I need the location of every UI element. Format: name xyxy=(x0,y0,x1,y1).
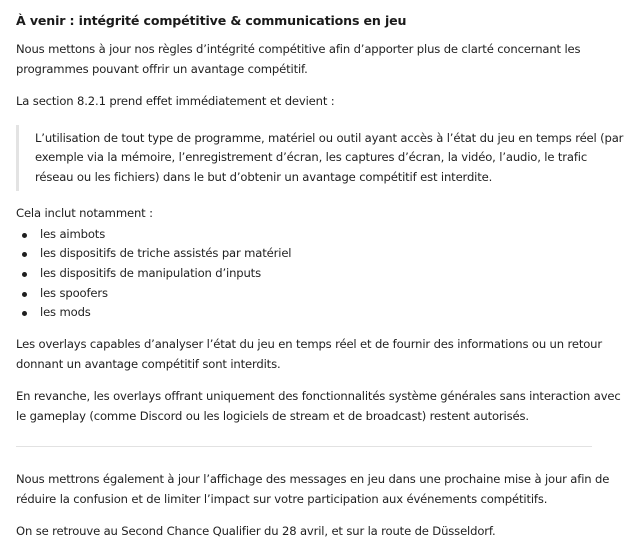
bullet-icon xyxy=(22,272,27,277)
list-item xyxy=(16,264,626,284)
section-divider xyxy=(16,446,592,447)
list-item xyxy=(16,303,626,323)
list-item xyxy=(16,244,626,264)
bullet-icon xyxy=(22,311,27,316)
section-paragraph: La section 8.2.1 prend effet immédiatement et devient : xyxy=(16,94,335,108)
list-item-label: les mods xyxy=(40,305,91,320)
list-item-label: les dispositifs de manipulation d’inputs xyxy=(40,265,261,280)
bullet-icon xyxy=(22,292,27,297)
included-list xyxy=(16,225,626,324)
overlays-forbidden-paragraph: Les overlays capables d’analyser l’état du jeu en temps réel et de fournir des informations ou un retour donnant un avantage compétitif sont interdits. xyxy=(16,337,602,371)
list-intro: Cela inclut notamment : xyxy=(16,206,153,220)
list-item xyxy=(16,284,626,304)
post-heading: À venir : intégrité compétitive & communications en jeu xyxy=(16,13,407,28)
list-item-label: les spoofers xyxy=(40,285,108,300)
list-item-label: les dispositifs de triche assistés par matériel xyxy=(40,246,292,261)
overlays-allowed-paragraph: En revanche, les overlays offrant uniquement des fonctionnalités système générales sans interaction avec le gameplay (comme Discord ou les logiciels de stream et de broadcast) restent autorisés. xyxy=(16,389,621,423)
messages-update-paragraph: Nous mettrons également à jour l’affichage des messages en jeu dans une prochaine mise à jour afin de réduire la confusion et de limiter l’impact sur votre participation aux événements compétitifs. xyxy=(16,472,610,506)
intro-paragraph: Nous mettons à jour nos règles d’intégrité compétitive afin d’apporter plus de clarté concernant les programmes pouvant offrir un avantage compétitif. xyxy=(16,42,581,76)
list-item-label: les aimbots xyxy=(40,226,106,241)
bullet-icon xyxy=(22,252,27,257)
closing-paragraph: On se retrouve au Second Chance Qualifier du 28 avril, et sur la route de Düsseldorf. xyxy=(16,524,496,539)
list-item xyxy=(16,225,626,245)
rule-quote: L’utilisation de tout type de programme, matériel ou outil ayant accès à l’état du jeu en temps réel (par exemple via la mémoire, l’enregistrement d’écran, les captures d’écran, la vidéo, l’audio, le trafic réseau ou les fichiers) dans le but d’obtenir un avantage compétitif est interdite. xyxy=(16,125,626,192)
bullet-icon xyxy=(22,233,27,238)
